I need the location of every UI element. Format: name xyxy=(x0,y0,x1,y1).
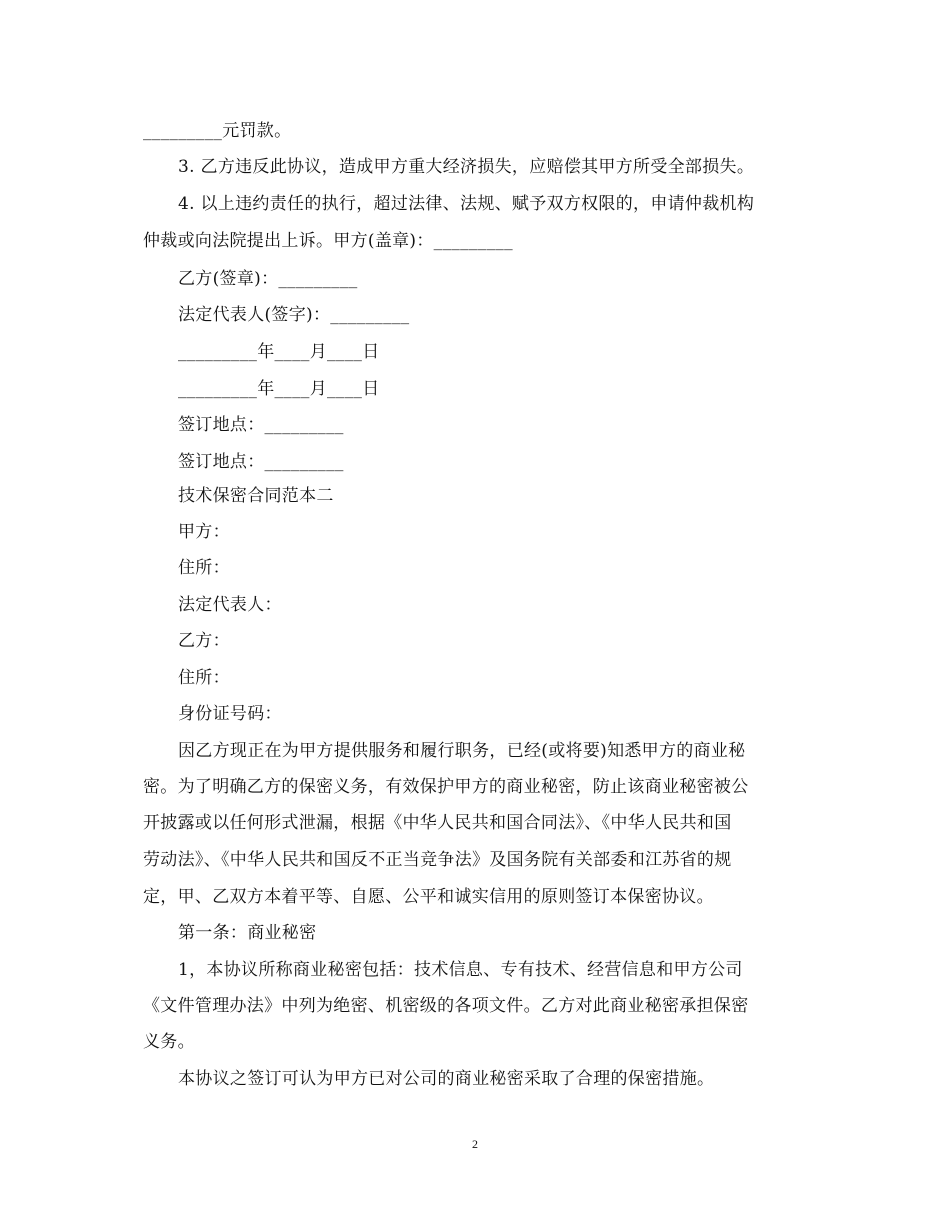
text-line: 《文件管理办法》中列为绝密、机密级的各项文件。乙方对此商业秘密承担保密 xyxy=(143,996,749,1016)
text-line: _________年____月____日 xyxy=(178,379,380,399)
text-line: 因乙方现正在为甲方提供服务和履行职务，已经(或将要)知悉甲方的商业秘 xyxy=(178,741,746,761)
text-line: 1，本协议所称商业秘密包括：技术信息、专有技术、经营信息和甲方公司 xyxy=(178,960,743,980)
text-line: 开披露或以任何形式泄漏，根据《中华人民共和国合同法》、《中华人民共和国 xyxy=(143,813,732,833)
text-line: 法定代表人(签字)：_________ xyxy=(178,305,410,325)
text-line: 签订地点：_________ xyxy=(178,452,344,472)
text-line: 义务。 xyxy=(143,1032,195,1052)
text-line: 4. 以上违约责任的执行，超过法律、法规、赋予双方权限的，申请仲裁机构 xyxy=(178,194,755,214)
text-line: 甲方： xyxy=(178,522,230,542)
text-line: _________年____月____日 xyxy=(178,342,380,362)
text-line: 住所： xyxy=(178,558,230,578)
text-line: _________元罚款。 xyxy=(143,121,292,141)
section-heading: 第一条：商业秘密 xyxy=(178,923,317,943)
text-line: 3. 乙方违反此协议，造成甲方重大经济损失，应赔偿其甲方所受全部损失。 xyxy=(178,157,755,177)
text-line: 仲裁或向法院提出上诉。甲方(盖章)：_________ xyxy=(143,231,513,251)
text-line: 签订地点：_________ xyxy=(178,415,344,435)
text-line: 法定代表人： xyxy=(178,595,282,615)
text-line: 乙方： xyxy=(178,631,230,651)
page-number: 2 xyxy=(472,1137,478,1151)
text-line: 密。为了明确乙方的保密义务，有效保护甲方的商业秘密，防止该商业秘密被公 xyxy=(143,777,749,797)
section-title: 技术保密合同范本二 xyxy=(178,486,334,506)
text-line: 住所： xyxy=(178,668,230,688)
text-line: 身份证号码： xyxy=(178,704,282,724)
text-line: 定，甲、乙双方本着平等、自愿、公平和诚实信用的原则签订本保密协议。 xyxy=(143,887,714,907)
text-line: 本协议之签订可认为甲方已对公司的商业秘密采取了合理的保密措施。 xyxy=(178,1069,715,1089)
text-line: 劳动法》、《中华人民共和国反不正当竞争法》及国务院有关部委和江苏省的规 xyxy=(143,850,732,870)
text-line: 乙方(签章)：_________ xyxy=(178,269,358,289)
